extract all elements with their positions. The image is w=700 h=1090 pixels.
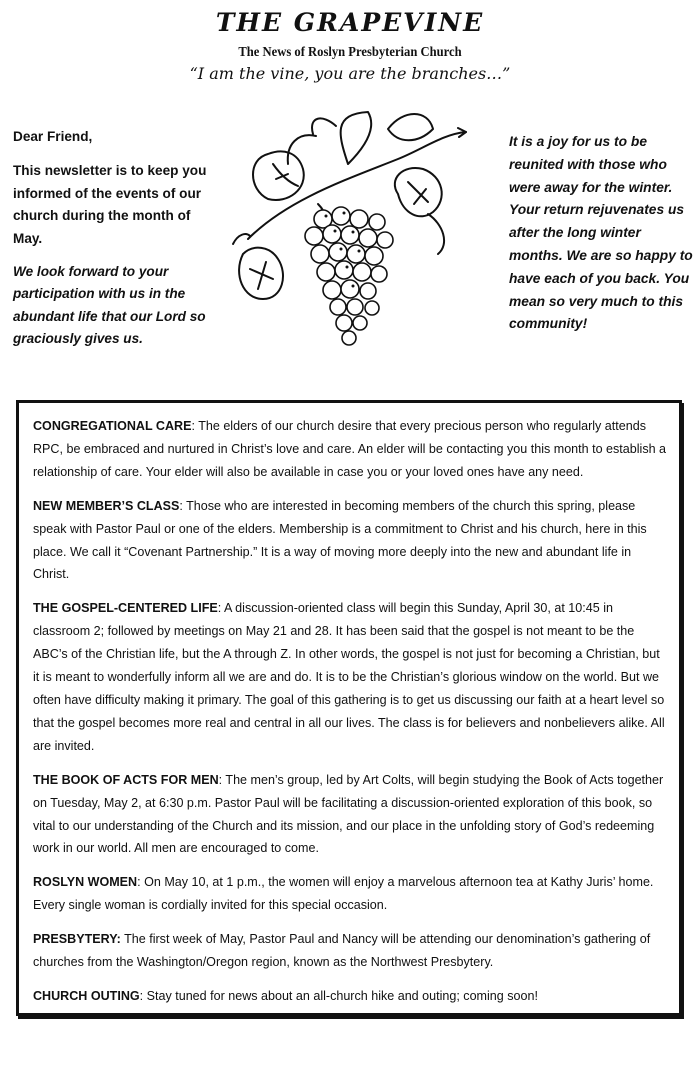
announcement-church-outing: CHURCH OUTING: Stay tuned for news about an all-church hike and outing; coming soon! xyxy=(33,988,538,1003)
newsletter-title: THE GRAPEVINE xyxy=(215,8,485,37)
announcement-roslyn-women: ROSLYN WOMEN: On May 10, at 1 p.m., the women will enjoy a marvelous afternoon tea at Kathy Juris’ home. Every single woman is cordially invited for this special occasion. xyxy=(33,875,654,913)
announcement-presbytery: PRESBYTERY: The first week of May, Pastor Paul and Nancy will be attending our denomination’s gathering of churches from the Washington/Oregon region, known as the Northwest Presbytery. xyxy=(33,932,651,970)
newsletter-motto: “I am the vine, you are the branches…” xyxy=(189,64,511,83)
masthead xyxy=(0,8,700,85)
announcements-box xyxy=(16,400,682,1016)
announcement-book-of-acts: THE BOOK OF ACTS FOR MEN: The men’s group, led by Art Colts, will begin studying the Book of Acts together on Tuesday, May 2, at 6:30 p.m. Pastor Paul will be facilitating a discussion-oriented exploration of this book, so vital to our understanding of the Church and its mission, and our place in the unfolding story of God’s redeeming work in our world. All men are encouraged to come. xyxy=(33,772,664,856)
newsletter-subtitle: The News of Roslyn Presbyterian Church xyxy=(238,45,462,60)
intro-right-column xyxy=(509,131,694,336)
intro-paragraph-1: This newsletter is to keep you informed of the events of our church during the month of May. xyxy=(13,163,207,246)
intro-left-column xyxy=(13,126,223,362)
greeting: Dear Friend, xyxy=(13,129,93,144)
intro-paragraph-2: We look forward to your participation with us in the abundant life that our Lord so graciously gives us. xyxy=(13,264,206,347)
grapevine-illustration-icon xyxy=(228,104,468,366)
announcement-new-members-class: NEW MEMBER’S CLASS: Those who are interested in becoming members of the church this spring, please speak with Pastor Paul or one of the elders. Membership is a commitment to Christ and his church, here in this place. We call it “Covenant Partnership.” It is a way of moving more deeply into the new and abundant life in Christ. xyxy=(33,498,647,582)
welcome-back-paragraph: It is a joy for us to be reunited with those who were away for the winter. Your return rejuvenates us after the long winter months. We are so happy to have each of you back. You mean so very much to this community! xyxy=(509,134,693,332)
announcement-congregational-care: CONGREGATIONAL CARE: The elders of our church desire that every precious person who regularly attends RPC, be embraced and nurtured in Christ’s love and care. An elder will be contacting you this month to establish a relationship of care. Your elder will also be available in case you or your loved ones have any need. xyxy=(33,419,667,479)
announcement-gospel-centered-life: THE GOSPEL-CENTERED LIFE: A discussion-oriented class will begin this Sunday, April 30, at 10:45 in classroom 2; followed by meetings on May 21 and 28. It has been said that the gospel is not meant to be the ABC’s of the Christian life, but the A through Z. In other words, the gospel is not just for becoming a Christian, but it is meant to wonderfully inform all we are and do. It is to be the Christian’s glorious window on the world. But we often have difficulty making it primary. The goal of this gathering is to get us discussing our faith at a heart level so that the gospel becomes more real and central in all our lives. The class is for believers and nonbelievers alike. All are invited. xyxy=(33,601,665,753)
